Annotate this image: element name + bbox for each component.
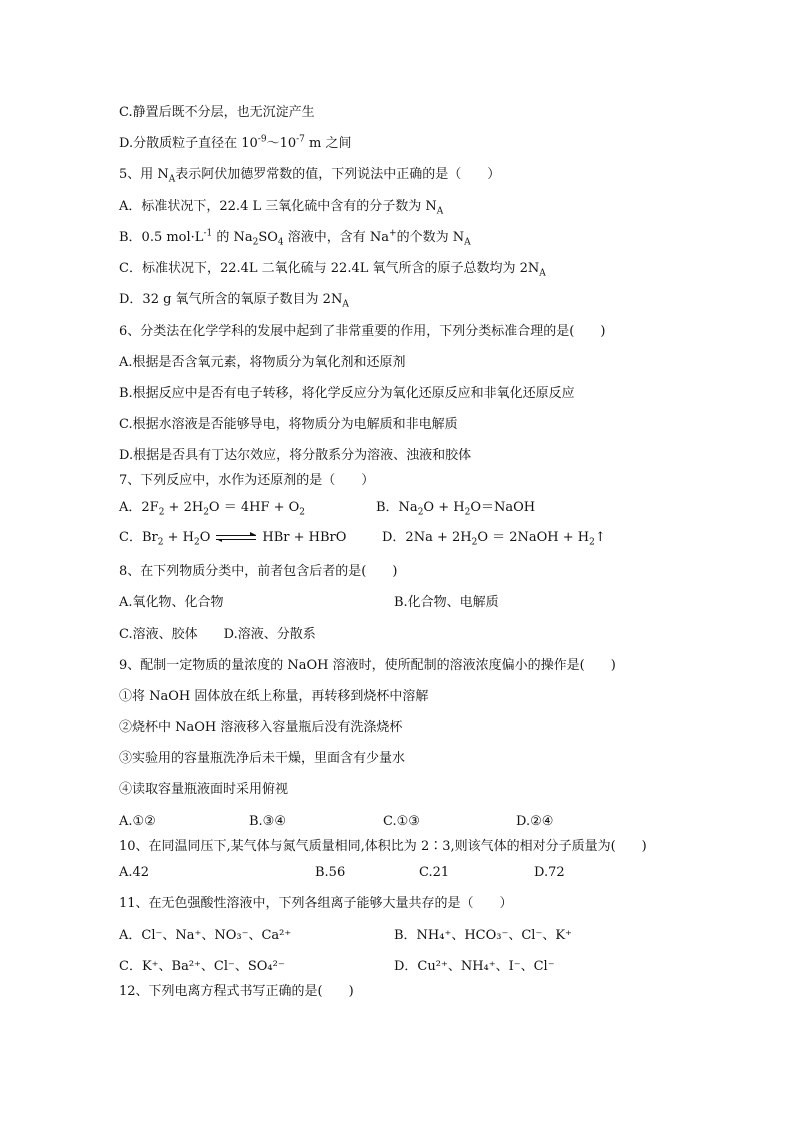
question-5-option-d <box>119 291 349 309</box>
text: 5、用 N <box>119 167 169 182</box>
question-5-option-c <box>119 260 546 278</box>
question-8-stem: 8、在下列物质分类中，前者包含后者的是( ) <box>119 564 398 579</box>
superscript: -9 <box>257 134 267 145</box>
question-10-option-a: A.42 <box>119 865 150 880</box>
subscript: 2 <box>193 537 200 548</box>
question-6-option-c: C.根据水溶液是否能够导电，将物质分为电解质和非电解质 <box>119 417 458 432</box>
superscript: -1 <box>203 228 213 239</box>
question-6-option-a: A.根据是否含氧元素，将物质分为氧化剂和还原剂 <box>119 355 406 370</box>
question-9-stem: 9、配制一定物质的量浓度的 NaOH 溶液时，使所配制的溶液浓度偏小的操作是( ) <box>119 658 616 673</box>
question-7-option-b <box>376 499 535 517</box>
text: D.分散质粒子直径在 10 <box>119 136 258 151</box>
subscript: A <box>539 268 546 279</box>
text: D．2Na + 2H <box>382 530 472 545</box>
text: 的 Na <box>212 230 253 245</box>
subscript: A <box>436 206 444 217</box>
question-7-option-a <box>119 499 305 517</box>
question-11-stem: 11、在无色强酸性溶液中，下列各组离子能够大量共存的是（ ） <box>119 896 513 911</box>
subscript: 2 <box>158 507 165 518</box>
question-5-stem <box>119 166 500 184</box>
question-11-option-c: C．K⁺、Ba²⁺、Cl⁻、SO₄²⁻ <box>119 959 285 974</box>
question-9-item-2: ②烧杯中 NaOH 溶液移入容量瓶后没有洗涤烧杯 <box>119 720 403 735</box>
question-8-options-c-d: C.溶液、胶体 D.溶液、分散系 <box>119 627 316 642</box>
question-7-option-d <box>382 529 606 547</box>
reversible-arrow-icon <box>216 533 256 543</box>
question-10-option-c: C.21 <box>419 865 450 880</box>
question-10-option-d: D.72 <box>534 865 565 880</box>
question-6-option-d: D.根据是否具有丁达尔效应，将分散系分为溶液、浊液和胶体 <box>119 448 472 463</box>
subscript: 2 <box>157 537 164 548</box>
subscript: 2 <box>471 537 478 548</box>
question-10-stem: 10、在同温同压下,某气体与氮气质量相同,体积比为 2∶3,则该气体的相对分子质量为( ) <box>119 839 647 854</box>
question-9-option-d: D.②④ <box>516 814 554 829</box>
subscript: A <box>168 174 176 185</box>
text: m 之间 <box>304 136 352 151</box>
text: O ＝ 4HF + O <box>208 500 300 515</box>
question-12-stem: 12、下列电离方程式书写正确的是( ) <box>119 984 354 999</box>
question-5-option-b <box>119 229 471 247</box>
subscript: 2 <box>417 507 424 518</box>
subscript: 4 <box>277 237 284 248</box>
text: A．标准状况下，22.4 L 三氧化硫中含有的分子数为 N <box>119 199 437 214</box>
text: 的个数为 N <box>396 230 465 245</box>
superscript: + <box>389 228 397 239</box>
text: 溶液中，含有 Na <box>283 230 390 245</box>
text: ↑ <box>594 530 606 545</box>
subscript: 2 <box>252 237 259 248</box>
question-5-option-a <box>119 198 443 216</box>
text: C．Br <box>119 530 158 545</box>
subscript: A <box>342 299 349 310</box>
text: D．32 g 氧气所含的氧原子数目为 2N <box>119 292 343 307</box>
question-8-option-b: B.化合物、电解质 <box>394 595 499 610</box>
question-11-option-a: A．Cl⁻、Na⁺、NO₃⁻、Ca²⁺ <box>119 928 292 943</box>
text: HBr + HBrO <box>262 530 347 545</box>
option-c-previous: C.静置后既不分层，也无沉淀产生 <box>119 105 315 120</box>
superscript: -7 <box>296 134 305 145</box>
subscript: 2 <box>464 507 471 518</box>
text: O + H <box>423 500 465 515</box>
text: C．标准状况下，22.4L 二氧化硫与 22.4L 氧气所含的原子总数均为 2N <box>119 261 540 276</box>
text: SO <box>258 230 278 245</box>
question-7-stem: 7、下列反应中，水作为还原剂的是（ ） <box>119 473 375 488</box>
text: B．Na <box>376 500 418 515</box>
question-9-item-3: ③实验用的容量瓶洗净后未干燥，里面含有少量水 <box>119 751 406 766</box>
question-9-option-b: B.③④ <box>249 814 286 829</box>
text: A．2F <box>119 500 159 515</box>
question-9-item-4: ④读取容量瓶液面时采用俯视 <box>119 782 289 797</box>
text: + H <box>163 530 194 545</box>
text: 表示阿伏加德罗常数的值，下列说法中正确的是（ ） <box>175 167 501 182</box>
question-7-option-c <box>119 529 346 547</box>
subscript: 2 <box>299 507 306 518</box>
question-10-option-b: B.56 <box>315 865 346 880</box>
question-11-option-b: B．NH₄⁺、HCO₃⁻、Cl⁻、K⁺ <box>394 928 572 943</box>
question-9-item-1: ①将 NaOH 固体放在纸上称量，再转移到烧杯中溶解 <box>119 689 429 704</box>
subscript: A <box>464 237 471 248</box>
question-11-option-d: D．Cu²⁺、NH₄⁺、I⁻、Cl⁻ <box>394 959 555 974</box>
option-d-previous <box>119 135 351 153</box>
text: O＝NaOH <box>470 500 536 515</box>
question-6-option-b: B.根据反应中是否有电子转移，将化学反应分为氧化还原反应和非氧化还原反应 <box>119 386 575 401</box>
text: O <box>199 530 211 545</box>
question-8-option-a: A.氧化物、化合物 <box>119 595 224 610</box>
question-9-option-c: C.①③ <box>383 814 420 829</box>
question-9-option-a: A.①② <box>119 814 156 829</box>
text: + 2H <box>164 500 204 515</box>
subscript: 2 <box>589 537 595 548</box>
text: B．0.5 mol·L <box>119 230 204 245</box>
question-6-stem: 6、分类法在化学学科的发展中起到了非常重要的作用，下列分类标准合理的是( ) <box>119 324 606 339</box>
subscript: 2 <box>203 507 209 518</box>
text: O ＝ 2NaOH + H <box>477 530 590 545</box>
text: ～10 <box>266 136 297 151</box>
